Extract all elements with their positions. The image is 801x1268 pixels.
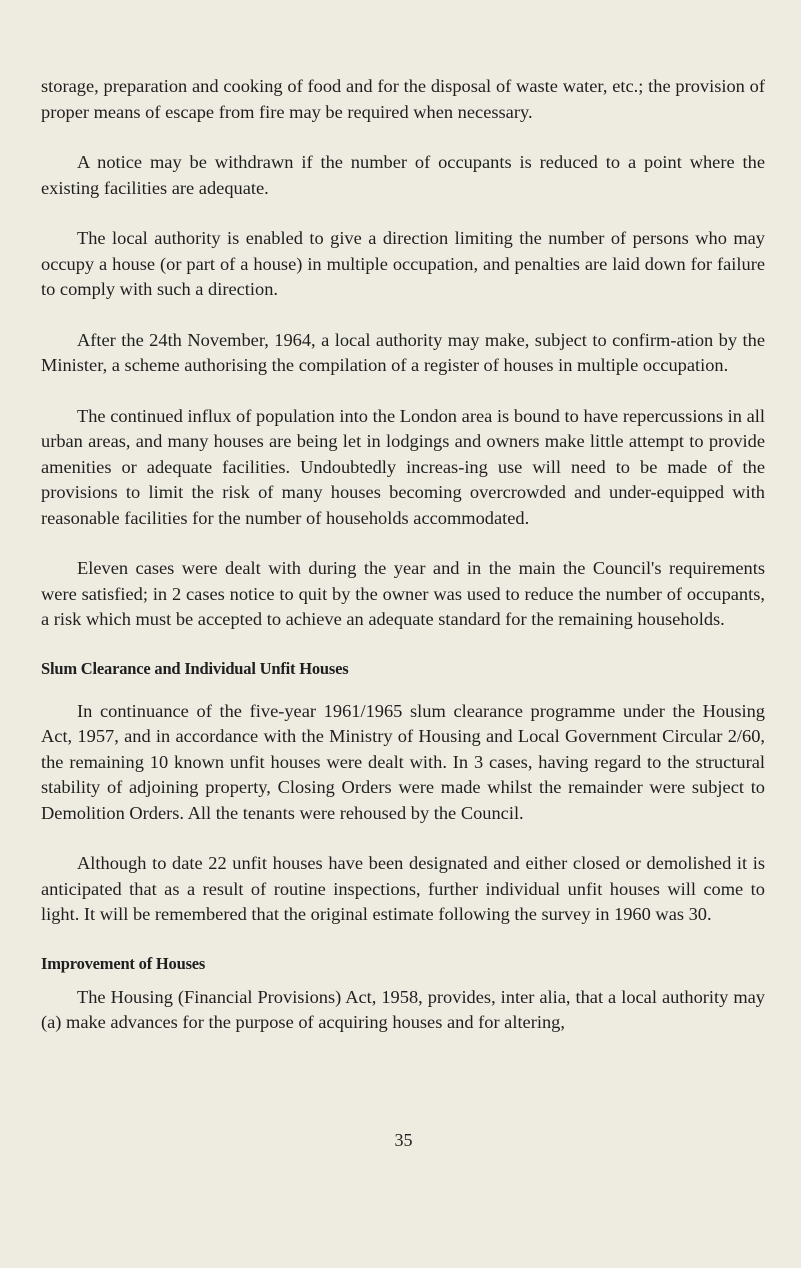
- paragraph-5: The continued influx of population into the London area is bound to have repercussions in all urban areas, and many houses are being let in lodgings and owners make little attempt to provide amenities or adequate facilities. Undoubtedly increas-ing use will need to be made of the provisions to limit the risk of many houses becoming overcrowded and under-equipped with reasonable facilities for the number of households accommodated.: [41, 405, 765, 528]
- paragraph-6: Eleven cases were dealt with during the year and in the main the Council's requirements were satisfied; in 2 cases notice to quit by the owner was used to reduce the number of occupants, a risk which must be accepted to achieve an adequate standard for the remaining households.: [41, 558, 765, 629]
- slum-paragraph-2: Although to date 22 unfit houses have been designated and either closed or demolished it is anticipated that as a result of routine inspections, further individual unfit houses will come to light. It will be remembered that the original estimate following the survey in 1960 was 30.: [41, 853, 765, 924]
- page-number: 35: [394, 1130, 413, 1150]
- paragraph-4: After the 24th November, 1964, a local authority may make, subject to confirm-ation by the Minister, a scheme authorising the compilation of a register of houses in multiple occupation.: [41, 329, 765, 375]
- section-heading-improvement: Improvement of Houses: [41, 953, 206, 973]
- slum-paragraph-1: In continuance of the five-year 1961/1965 slum clearance programme under the Housing Act, 1957, and in accordance with the Ministry of Housing and Local Government Circular 2/60, the remaining 10 known unfit houses were dealt with. In 3 cases, having regard to the structural stability of adjoining property, Closing Orders were made whilst the remainder were subject to Demolition Orders. All the tenants were rehoused by the Council.: [41, 700, 765, 823]
- section-heading-slum-clearance: Slum Clearance and Individual Unfit Houses: [41, 658, 349, 678]
- improvement-paragraph-1: The Housing (Financial Provisions) Act, 1958, provides, inter alia, that a local authority may (a) make advances for the purpose of acquiring houses and for altering,: [41, 986, 765, 1032]
- paragraph-2: A notice may be withdrawn if the number of occupants is reduced to a point where the existing facilities are adequate.: [41, 152, 765, 198]
- paragraph-3: The local authority is enabled to give a direction limiting the number of persons who may occupy a house (or part of a house) in multiple occupation, and penalties are laid down for failure to comply with such a direction.: [41, 228, 765, 299]
- paragraph-1: storage, preparation and cooking of food and for the disposal of waste water, etc.; the provision of proper means of escape from fire may be required when necessary.: [41, 76, 765, 122]
